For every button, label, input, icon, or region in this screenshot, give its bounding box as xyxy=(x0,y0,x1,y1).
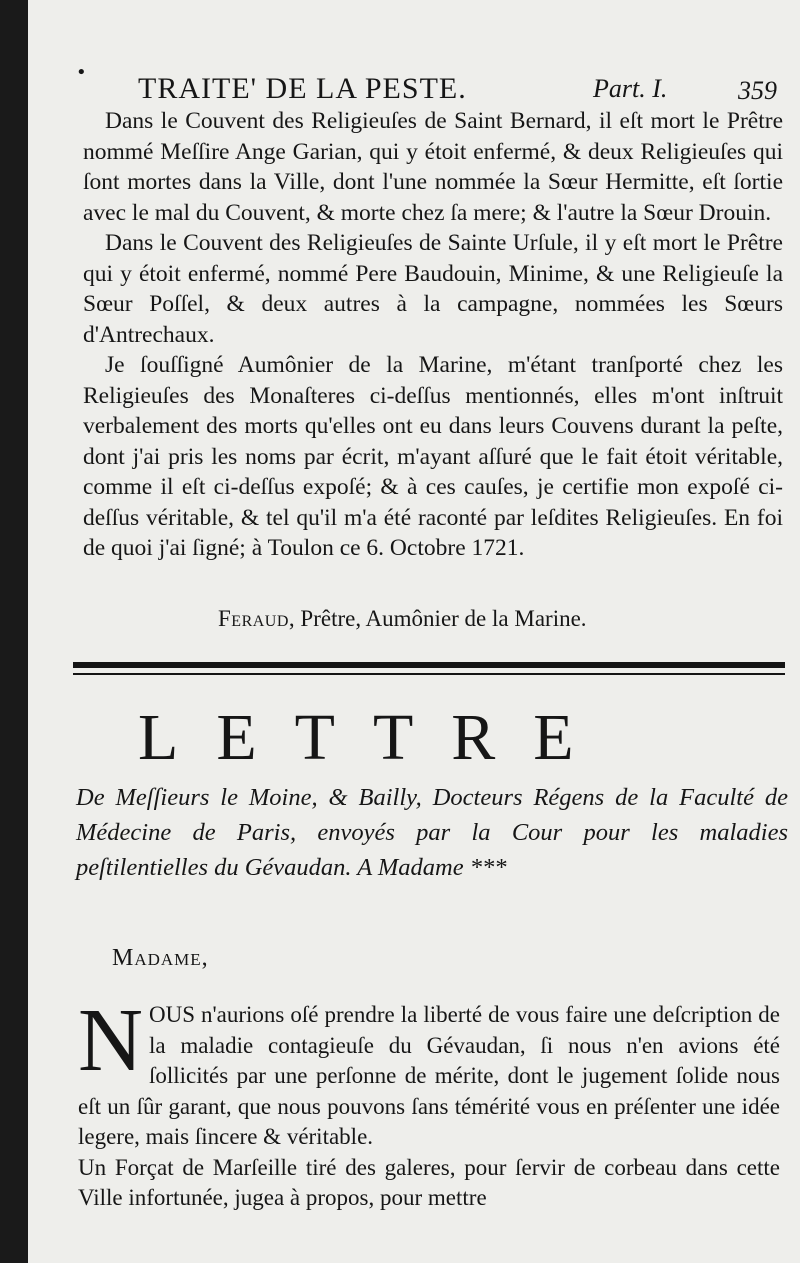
paragraph-attestation: Je ſouſſigné Aumônier de la Marine, m'étant tranſporté chez les Religieuſes des Monaſteres ci-deſſus mentionnés, elles m'ont inſtruit verbalement des morts qu'elles ont eu dans leurs Couvens durant la peſte, dont j'ai pris les noms par écrit, m'ayant aſſuré que le fait étoit véritable, comme il eſt ci-deſſus expoſé; & à ces cauſes, je certifie mon expoſé ci-deſſus véritable, & tel qu'il m'a été raconté par leſdites Religieuſes. En foi de quoi j'ai ſigné; à Toulon ce 6. Octobre 1721. xyxy=(83,352,783,561)
letter-paragraph-1-text: OUS n'aurions oſé prendre la liberté de vous faire une deſcription de la maladie contagieuſe du Gévaudan, ſi nous n'en avions été ſollicités par une perſonne de mérite, dont le jugement ſolide nous eſt un ſûr garant, que nous pouvons ſans témérité vous en préſenter une idée legere, mais ſincere & véritable. xyxy=(78,1002,780,1149)
part-label: Part. I. xyxy=(593,74,668,103)
section-rule-thin xyxy=(73,673,785,675)
letter-paragraph-2: Un Forçat de Marſeille tiré des galeres, pour ſervir de corbeau dans cette Ville infortunée, jugea à propos, pour mettre xyxy=(78,1154,780,1210)
section-rule-thick xyxy=(73,662,785,668)
running-title: TRAITE' DE LA PESTE. xyxy=(138,72,467,105)
signature-title: , Prêtre, Aumônier de la Marine. xyxy=(288,606,587,631)
signature-line xyxy=(218,606,587,632)
letter-paragraph-1 xyxy=(78,991,780,1153)
drop-cap: N xyxy=(78,991,143,1090)
signature-name: Feraud xyxy=(218,606,289,631)
letter-subtitle: De Meſſieurs le Moine, & Bailly, Docteurs Régens de la Faculté de Médecine de Paris, envoyés par la Cour pour les maladies peſtilentielles du Gévaudan. A Madame *** xyxy=(76,784,788,881)
salutation: Madame, xyxy=(112,945,209,971)
margin-mark: • xyxy=(76,62,87,83)
register-text xyxy=(83,106,783,564)
section-title: LETTRE xyxy=(138,701,612,774)
paragraph-bernard: Dans le Couvent des Religieuſes de Saint Bernard, il eſt mort le Prêtre nommé Meſſire Ange Garian, qui y étoit enfermé, & deux Religieuſes qui ſont mortes dans la Ville, dont l'une nommée la Sœur Hermitte, eſt ſortie avec le mal du Couvent, & morte chez ſa mere; & l'autre la Sœur Drouin. xyxy=(83,108,783,226)
page-number: 359 xyxy=(738,76,777,105)
letter-body xyxy=(78,991,780,1214)
book-page xyxy=(28,0,800,1263)
paragraph-ursule: Dans le Couvent des Religieuſes de Sainte Urſule, il y eſt mort le Prêtre qui y étoit enfermé, nommé Pere Baudouin, Minime, & une Religieuſe la Sœur Poſſel, & deux autres à la campagne, nommées les Sœurs d'Antrechaux. xyxy=(83,230,783,348)
